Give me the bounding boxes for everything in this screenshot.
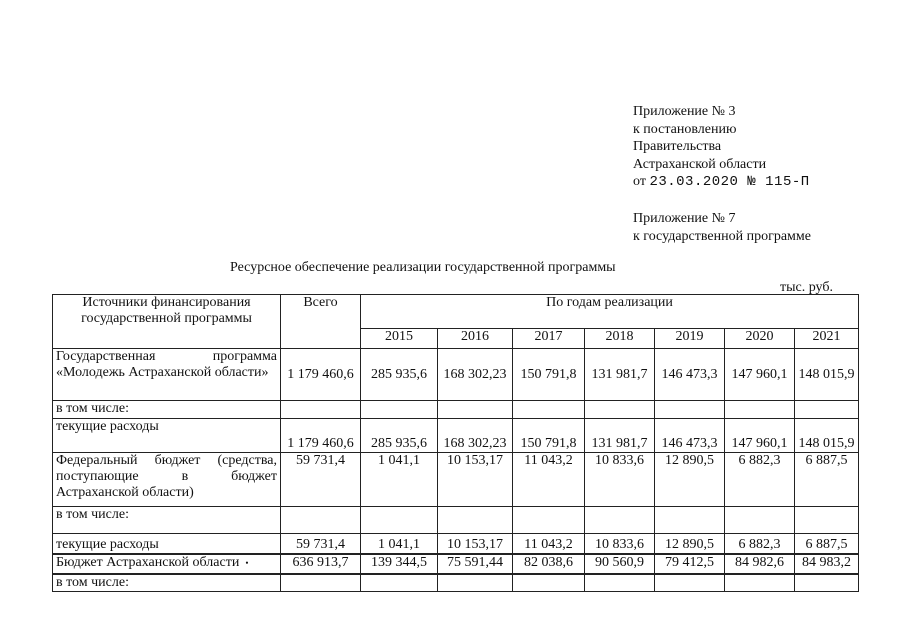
appendix-program-header [633, 210, 811, 245]
cell-value: 139 344,5 [361, 554, 438, 574]
cell-value: 84 982,6 [725, 554, 795, 574]
year-header: 2017 [513, 329, 585, 349]
year-header: 2015 [361, 329, 438, 349]
cell-value: 6 887,5 [795, 453, 859, 507]
cell-value: 150 791,8 [513, 419, 585, 453]
cell-value: 1 041,1 [361, 453, 438, 507]
cell-value: 146 473,3 [655, 349, 725, 401]
row-label: в том числе: [53, 401, 281, 419]
resource-table [52, 294, 859, 592]
cell-value: 148 015,9 [795, 419, 859, 453]
appendix-line: Правительства [633, 139, 722, 154]
cell-value: 6 882,3 [725, 534, 795, 554]
row-label [53, 554, 281, 574]
cell-value: 10 833,6 [585, 534, 655, 554]
cell-value: 79 412,5 [655, 554, 725, 574]
appendix-line: Приложение № 7 [633, 211, 736, 226]
row-label: в том числе: [53, 507, 281, 534]
cell-value: 168 302,23 [438, 349, 513, 401]
table-row [53, 574, 859, 592]
cell-value: 12 890,5 [655, 534, 725, 554]
row-label: текущие расходы [53, 419, 281, 453]
year-header: 2018 [585, 329, 655, 349]
row-total: 59 731,4 [281, 453, 361, 507]
cell-value: 168 302,23 [438, 419, 513, 453]
scan-mark: • [245, 557, 249, 568]
cell-value: 285 935,6 [361, 349, 438, 401]
cell-value: 147 960,1 [725, 349, 795, 401]
cell-value: 84 983,2 [795, 554, 859, 574]
cell-value: 148 015,9 [795, 349, 859, 401]
cell-value: 10 833,6 [585, 453, 655, 507]
header-source: Источники финансирования государственной программы [53, 295, 281, 349]
table-row [53, 401, 859, 419]
row-total: 59 731,4 [281, 534, 361, 554]
cell-value: 131 981,7 [585, 349, 655, 401]
row-label-text: Бюджет Астраханской области [56, 554, 240, 570]
header-total: Всего [281, 295, 361, 349]
cell-value: 147 960,1 [725, 419, 795, 453]
appendix-line: Астраханской области [633, 156, 767, 172]
cell-value: 150 791,8 [513, 349, 585, 401]
row-label: текущие расходы [53, 534, 281, 554]
row-label: в том числе: [53, 574, 281, 592]
cell-value: 75 591,44 [438, 554, 513, 574]
year-header: 2019 [655, 329, 725, 349]
cell-value: 146 473,3 [655, 419, 725, 453]
cell-value: 12 890,5 [655, 453, 725, 507]
date-prefix: от [633, 174, 646, 189]
header-years-group: По годам реализации [361, 295, 859, 329]
table-row [53, 534, 859, 554]
date-number: 23.03.2020 № 115-П [649, 174, 810, 190]
appendix-date-line [633, 173, 810, 192]
row-label: Федеральный бюджет (средства, поступающие в бюджет Астраханской области) [53, 453, 281, 507]
appendix-line: к государственной программе [633, 228, 811, 244]
cell-value: 11 043,2 [513, 453, 585, 507]
cell-value: 131 981,7 [585, 419, 655, 453]
units-label: тыс. руб. [780, 280, 833, 295]
row-total: 1 179 460,6 [281, 419, 361, 453]
year-header: 2021 [795, 329, 859, 349]
row-total: 636 913,7 [281, 554, 361, 574]
cell-value: 1 041,1 [361, 534, 438, 554]
cell-value: 6 882,3 [725, 453, 795, 507]
cell-value: 10 153,17 [438, 453, 513, 507]
header-row [53, 295, 859, 329]
cell-value: 82 038,6 [513, 554, 585, 574]
appendix-header [633, 103, 810, 192]
appendix-line: Приложение № 3 [633, 104, 736, 119]
year-header: 2016 [438, 329, 513, 349]
row-label: Государственная программа «Молодежь Астраханской области» [53, 349, 281, 401]
table-row [53, 419, 859, 453]
cell-value: 6 887,5 [795, 534, 859, 554]
document-title: Ресурсное обеспечение реализации государственной программы [230, 260, 616, 275]
table-row [53, 507, 859, 534]
appendix-line: к постановлению [633, 121, 737, 137]
row-total: 1 179 460,6 [281, 349, 361, 401]
cell-value: 285 935,6 [361, 419, 438, 453]
table-row [53, 349, 859, 401]
year-header: 2020 [725, 329, 795, 349]
cell-value: 11 043,2 [513, 534, 585, 554]
cell-value: 90 560,9 [585, 554, 655, 574]
cell-value: 10 153,17 [438, 534, 513, 554]
table-row [53, 453, 859, 507]
table-row [53, 554, 859, 574]
